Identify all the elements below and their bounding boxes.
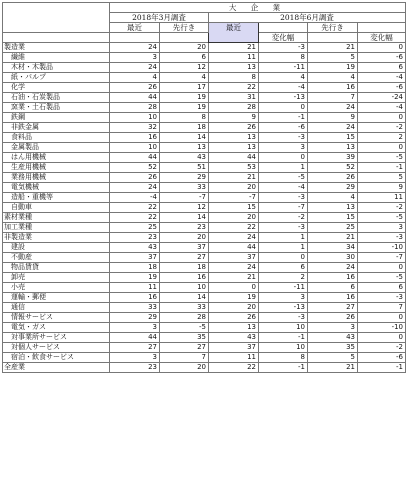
cell-j-fchg: 7 — [358, 303, 406, 313]
cell-m-recent: 4 — [110, 73, 160, 83]
cell-j-chg: -6 — [259, 123, 308, 133]
table-row — [3, 183, 406, 193]
table-row — [3, 133, 406, 143]
cell-j-fore: 26 — [308, 313, 358, 323]
blank-march-recent — [110, 33, 160, 43]
cell-m-fore: 14 — [160, 133, 209, 143]
cell-j-fchg: -5 — [358, 273, 406, 283]
header-row-title — [3, 3, 406, 13]
table-row — [3, 163, 406, 173]
table-row — [3, 283, 406, 293]
row-label: 素材業種 — [3, 213, 110, 223]
cell-j-recent: 22 — [209, 83, 259, 93]
row-label: 情報サービス — [3, 313, 110, 323]
row-label: 繊維 — [3, 53, 110, 63]
cell-m-fore: 4 — [160, 73, 209, 83]
row-label: 業務用機械 — [3, 173, 110, 183]
cell-m-fore: 33 — [160, 303, 209, 313]
cell-m-fore: 23 — [160, 223, 209, 233]
cell-j-chg: -1 — [259, 363, 308, 373]
cell-j-fore: 30 — [308, 253, 358, 263]
cell-j-fore: 21 — [308, 363, 358, 373]
row-label: 不動産 — [3, 253, 110, 263]
cell-j-fchg: 5 — [358, 173, 406, 183]
cell-m-recent: 37 — [110, 253, 160, 263]
cell-j-recent: 20 — [209, 303, 259, 313]
cell-m-recent: 28 — [110, 103, 160, 113]
tankan-table-sheet — [2, 2, 406, 373]
blank-march-forecast — [160, 33, 209, 43]
cell-j-fchg: -1 — [358, 163, 406, 173]
cell-m-fore: 20 — [160, 363, 209, 373]
cell-m-recent: 26 — [110, 173, 160, 183]
cell-j-fore: 5 — [308, 353, 358, 363]
cell-j-recent: 44 — [209, 243, 259, 253]
cell-j-fore: 25 — [308, 223, 358, 233]
cell-j-recent: 13 — [209, 323, 259, 333]
row-label: 鉄鋼 — [3, 113, 110, 123]
cell-m-recent: 43 — [110, 243, 160, 253]
cell-j-chg: 0 — [259, 253, 308, 263]
cell-j-fchg: 6 — [358, 283, 406, 293]
row-label: 化学 — [3, 83, 110, 93]
cell-m-recent: 32 — [110, 123, 160, 133]
cell-j-fore: 13 — [308, 143, 358, 153]
cell-j-fchg: -3 — [358, 233, 406, 243]
cell-j-fore: 13 — [308, 203, 358, 213]
cell-m-recent: 10 — [110, 143, 160, 153]
table-body — [3, 43, 406, 373]
col-march-recent: 最近 — [110, 23, 160, 33]
cell-m-fore: 17 — [160, 83, 209, 93]
cell-m-recent: 24 — [110, 183, 160, 193]
table-row — [3, 53, 406, 63]
col-june-recent-spacer — [259, 23, 308, 33]
cell-j-recent: 28 — [209, 103, 259, 113]
cell-m-recent: 22 — [110, 213, 160, 223]
cell-j-fchg: -3 — [358, 293, 406, 303]
cell-m-fore: 29 — [160, 173, 209, 183]
cell-j-recent: 31 — [209, 93, 259, 103]
cell-j-chg: -11 — [259, 63, 308, 73]
cell-j-chg: -3 — [259, 313, 308, 323]
cell-j-fchg: -5 — [358, 153, 406, 163]
col-june-recent-change: 変化幅 — [259, 33, 308, 43]
table-row — [3, 343, 406, 353]
cell-j-chg: -3 — [259, 223, 308, 233]
cell-j-chg: -3 — [259, 43, 308, 53]
cell-m-fore: 19 — [160, 103, 209, 113]
cell-m-recent: -4 — [110, 193, 160, 203]
row-label: 食料品 — [3, 133, 110, 143]
cell-j-fchg: 3 — [358, 223, 406, 233]
table-row — [3, 63, 406, 73]
cell-m-recent: 44 — [110, 93, 160, 103]
cell-j-chg: -3 — [259, 193, 308, 203]
cell-j-fore: 29 — [308, 183, 358, 193]
cell-j-fchg: -10 — [358, 243, 406, 253]
cell-j-fore: 19 — [308, 63, 358, 73]
cell-j-fchg: -10 — [358, 323, 406, 333]
cell-m-recent: 26 — [110, 83, 160, 93]
cell-j-fore: 34 — [308, 243, 358, 253]
cell-j-fore: 4 — [308, 193, 358, 203]
survey-march-label: 2018年3月調査 — [110, 13, 209, 23]
row-label: 運輸・郵便 — [3, 293, 110, 303]
cell-m-fore: 18 — [160, 263, 209, 273]
cell-m-fore: 28 — [160, 313, 209, 323]
cell-m-recent: 16 — [110, 133, 160, 143]
table-row — [3, 263, 406, 273]
cell-j-fore: 24 — [308, 263, 358, 273]
cell-m-recent: 52 — [110, 163, 160, 173]
cell-j-recent: 24 — [209, 263, 259, 273]
cell-j-fchg: -6 — [358, 353, 406, 363]
table-row — [3, 123, 406, 133]
cell-j-fchg: -2 — [358, 343, 406, 353]
cell-j-fchg: 2 — [358, 133, 406, 143]
cell-m-recent: 23 — [110, 233, 160, 243]
table-row — [3, 313, 406, 323]
row-label: 宿泊・飲食サービス — [3, 353, 110, 363]
table-row — [3, 223, 406, 233]
cell-m-recent: 3 — [110, 53, 160, 63]
cell-j-fchg: -4 — [358, 73, 406, 83]
cell-j-fchg: 6 — [358, 63, 406, 73]
row-label: 対個人サービス — [3, 343, 110, 353]
cell-j-recent: 26 — [209, 123, 259, 133]
cell-j-fore: 43 — [308, 333, 358, 343]
cell-m-recent: 19 — [110, 273, 160, 283]
cell-j-recent: 53 — [209, 163, 259, 173]
cell-j-fore: 5 — [308, 53, 358, 63]
table-row — [3, 153, 406, 163]
row-label: 対事業所サービス — [3, 333, 110, 343]
cell-m-fore: 37 — [160, 243, 209, 253]
table-row — [3, 43, 406, 53]
cell-m-fore: 18 — [160, 123, 209, 133]
cell-j-recent: -7 — [209, 193, 259, 203]
cell-j-fchg: 11 — [358, 193, 406, 203]
cell-j-chg: 0 — [259, 103, 308, 113]
cell-m-recent: 24 — [110, 43, 160, 53]
cell-m-fore: -5 — [160, 323, 209, 333]
cell-j-fore: 16 — [308, 273, 358, 283]
row-label: 製造業 — [3, 43, 110, 53]
row-label: 生産用機械 — [3, 163, 110, 173]
cell-m-fore: 14 — [160, 293, 209, 303]
table-row — [3, 363, 406, 373]
cell-j-fchg: -6 — [358, 83, 406, 93]
row-label: 建設 — [3, 243, 110, 253]
cell-j-chg: 0 — [259, 153, 308, 163]
cell-j-recent: 8 — [209, 73, 259, 83]
cell-m-fore: 16 — [160, 273, 209, 283]
table-row — [3, 333, 406, 343]
table-row — [3, 203, 406, 213]
cell-m-fore: 20 — [160, 233, 209, 243]
cell-j-chg: 6 — [259, 263, 308, 273]
cell-j-chg: -4 — [259, 183, 308, 193]
row-label: 非製造業 — [3, 233, 110, 243]
cell-m-recent: 22 — [110, 203, 160, 213]
cell-j-chg: 1 — [259, 233, 308, 243]
row-label: 物品賃貸 — [3, 263, 110, 273]
row-label: 電気・ガス — [3, 323, 110, 333]
cell-j-recent: 37 — [209, 253, 259, 263]
table-row — [3, 113, 406, 123]
cell-j-fchg: -2 — [358, 123, 406, 133]
cell-j-chg: -1 — [259, 333, 308, 343]
cell-j-fore: 26 — [308, 173, 358, 183]
cell-j-recent: 37 — [209, 343, 259, 353]
table-row — [3, 103, 406, 113]
row-label: 窯業・土石製品 — [3, 103, 110, 113]
cell-j-fore: 21 — [308, 233, 358, 243]
cell-m-fore: 7 — [160, 353, 209, 363]
row-label: 紙・パルプ — [3, 73, 110, 83]
table-row — [3, 233, 406, 243]
cell-j-chg: 1 — [259, 243, 308, 253]
cell-j-fore: 9 — [308, 113, 358, 123]
cell-j-chg: 2 — [259, 273, 308, 283]
blank-june-forecast — [308, 33, 358, 43]
col-june-recent: 最近 — [209, 23, 259, 43]
table-row — [3, 323, 406, 333]
row-label: はん用機械 — [3, 153, 110, 163]
cell-j-fchg: -2 — [358, 203, 406, 213]
cell-m-recent: 24 — [110, 63, 160, 73]
row-label: 非鉄金属 — [3, 123, 110, 133]
cell-j-chg: 8 — [259, 53, 308, 63]
row-label: 金属製品 — [3, 143, 110, 153]
cell-m-recent: 11 — [110, 283, 160, 293]
col-june-forecast-spacer — [358, 23, 406, 33]
cell-j-chg: 3 — [259, 143, 308, 153]
row-label: 電気機械 — [3, 183, 110, 193]
cell-j-chg: 10 — [259, 343, 308, 353]
cell-j-chg: -2 — [259, 213, 308, 223]
cell-j-recent: 13 — [209, 133, 259, 143]
cell-j-recent: 9 — [209, 113, 259, 123]
cell-j-chg: -1 — [259, 113, 308, 123]
table-row — [3, 143, 406, 153]
row-label: 造船・重機等 — [3, 193, 110, 203]
cell-j-fore: 52 — [308, 163, 358, 173]
table-row — [3, 73, 406, 83]
row-label: 全産業 — [3, 363, 110, 373]
cell-j-fore: 15 — [308, 133, 358, 143]
cell-j-recent: 22 — [209, 223, 259, 233]
blank-label-cell — [3, 33, 110, 43]
col-june-forecast-change: 変化幅 — [358, 33, 406, 43]
cell-m-recent: 33 — [110, 303, 160, 313]
cell-m-recent: 44 — [110, 153, 160, 163]
col-march-forecast: 先行き — [160, 23, 209, 33]
cell-m-fore: 6 — [160, 53, 209, 63]
corner-cell — [3, 3, 110, 33]
table-row — [3, 213, 406, 223]
tankan-table — [2, 2, 406, 373]
cell-j-chg: -4 — [259, 83, 308, 93]
cell-j-fchg: 0 — [358, 313, 406, 323]
cell-j-fore: 3 — [308, 323, 358, 333]
cell-j-fchg: 0 — [358, 263, 406, 273]
cell-m-recent: 16 — [110, 293, 160, 303]
cell-m-fore: 14 — [160, 213, 209, 223]
cell-j-recent: 44 — [209, 153, 259, 163]
cell-j-fore: 35 — [308, 343, 358, 353]
cell-j-chg: 1 — [259, 163, 308, 173]
table-row — [3, 253, 406, 263]
row-label: 木材・木製品 — [3, 63, 110, 73]
cell-j-fchg: 0 — [358, 333, 406, 343]
cell-j-recent: 26 — [209, 313, 259, 323]
cell-j-recent: 43 — [209, 333, 259, 343]
cell-m-fore: 33 — [160, 183, 209, 193]
cell-j-fchg: -5 — [358, 213, 406, 223]
cell-j-recent: 21 — [209, 43, 259, 53]
cell-m-recent: 25 — [110, 223, 160, 233]
cell-j-fchg: 0 — [358, 143, 406, 153]
table-title: 大 企 業 — [110, 3, 406, 13]
cell-m-fore: 27 — [160, 343, 209, 353]
cell-j-recent: 13 — [209, 143, 259, 153]
survey-june-label: 2018年6月調査 — [209, 13, 406, 23]
cell-j-chg: -13 — [259, 93, 308, 103]
cell-j-recent: 20 — [209, 213, 259, 223]
table-row — [3, 293, 406, 303]
cell-j-recent: 21 — [209, 173, 259, 183]
cell-j-fore: 4 — [308, 73, 358, 83]
cell-j-fchg: 9 — [358, 183, 406, 193]
cell-j-chg: -7 — [259, 203, 308, 213]
cell-j-chg: 10 — [259, 323, 308, 333]
cell-m-fore: 35 — [160, 333, 209, 343]
cell-m-recent: 23 — [110, 363, 160, 373]
row-label: 石油・石炭製品 — [3, 93, 110, 103]
table-row — [3, 173, 406, 183]
cell-j-chg: -3 — [259, 133, 308, 143]
cell-j-fore: 16 — [308, 83, 358, 93]
cell-m-fore: 8 — [160, 113, 209, 123]
cell-m-fore: 43 — [160, 153, 209, 163]
table-row — [3, 193, 406, 203]
cell-j-chg: -11 — [259, 283, 308, 293]
cell-j-fore: 7 — [308, 93, 358, 103]
row-label: 通信 — [3, 303, 110, 313]
cell-j-recent: 0 — [209, 283, 259, 293]
cell-j-recent: 15 — [209, 203, 259, 213]
cell-m-recent: 44 — [110, 333, 160, 343]
cell-j-fchg: -7 — [358, 253, 406, 263]
cell-j-fore: 6 — [308, 283, 358, 293]
row-label: 卸売 — [3, 273, 110, 283]
cell-j-fore: 24 — [308, 123, 358, 133]
cell-j-recent: 13 — [209, 63, 259, 73]
cell-m-fore: 51 — [160, 163, 209, 173]
cell-j-recent: 21 — [209, 273, 259, 283]
cell-m-recent: 10 — [110, 113, 160, 123]
table-row — [3, 83, 406, 93]
cell-j-fore: 16 — [308, 293, 358, 303]
cell-j-fore: 21 — [308, 43, 358, 53]
row-label: 小売 — [3, 283, 110, 293]
cell-j-recent: 19 — [209, 293, 259, 303]
col-june-forecast: 先行き — [308, 23, 358, 33]
cell-j-fchg: -6 — [358, 53, 406, 63]
cell-m-fore: 12 — [160, 63, 209, 73]
cell-j-recent: 11 — [209, 53, 259, 63]
cell-m-recent: 3 — [110, 353, 160, 363]
cell-m-fore: 12 — [160, 203, 209, 213]
cell-j-fore: 24 — [308, 103, 358, 113]
cell-m-recent: 3 — [110, 323, 160, 333]
cell-j-fore: 15 — [308, 213, 358, 223]
cell-j-recent: 20 — [209, 183, 259, 193]
cell-j-recent: 24 — [209, 233, 259, 243]
cell-m-fore: 27 — [160, 253, 209, 263]
cell-j-recent: 22 — [209, 363, 259, 373]
cell-j-fore: 39 — [308, 153, 358, 163]
table-row — [3, 303, 406, 313]
cell-j-chg: 4 — [259, 73, 308, 83]
table-row — [3, 93, 406, 103]
table-row — [3, 243, 406, 253]
cell-j-recent: 11 — [209, 353, 259, 363]
cell-j-fchg: -24 — [358, 93, 406, 103]
table-row — [3, 273, 406, 283]
cell-m-fore: 20 — [160, 43, 209, 53]
cell-m-recent: 18 — [110, 263, 160, 273]
cell-m-recent: 29 — [110, 313, 160, 323]
header-row-change — [3, 33, 406, 43]
cell-m-recent: 27 — [110, 343, 160, 353]
cell-j-fchg: 0 — [358, 43, 406, 53]
cell-m-fore: 10 — [160, 283, 209, 293]
table-row — [3, 353, 406, 363]
cell-m-fore: 13 — [160, 143, 209, 153]
cell-j-fchg: -4 — [358, 103, 406, 113]
row-label: 加工業種 — [3, 223, 110, 233]
cell-j-chg: -5 — [259, 173, 308, 183]
cell-j-fore: 27 — [308, 303, 358, 313]
row-label: 自動車 — [3, 203, 110, 213]
cell-m-fore: -7 — [160, 193, 209, 203]
cell-j-fchg: -1 — [358, 363, 406, 373]
cell-j-chg: -13 — [259, 303, 308, 313]
cell-m-fore: 19 — [160, 93, 209, 103]
cell-j-chg: 8 — [259, 353, 308, 363]
cell-j-fchg: 0 — [358, 113, 406, 123]
cell-j-chg: 3 — [259, 293, 308, 303]
